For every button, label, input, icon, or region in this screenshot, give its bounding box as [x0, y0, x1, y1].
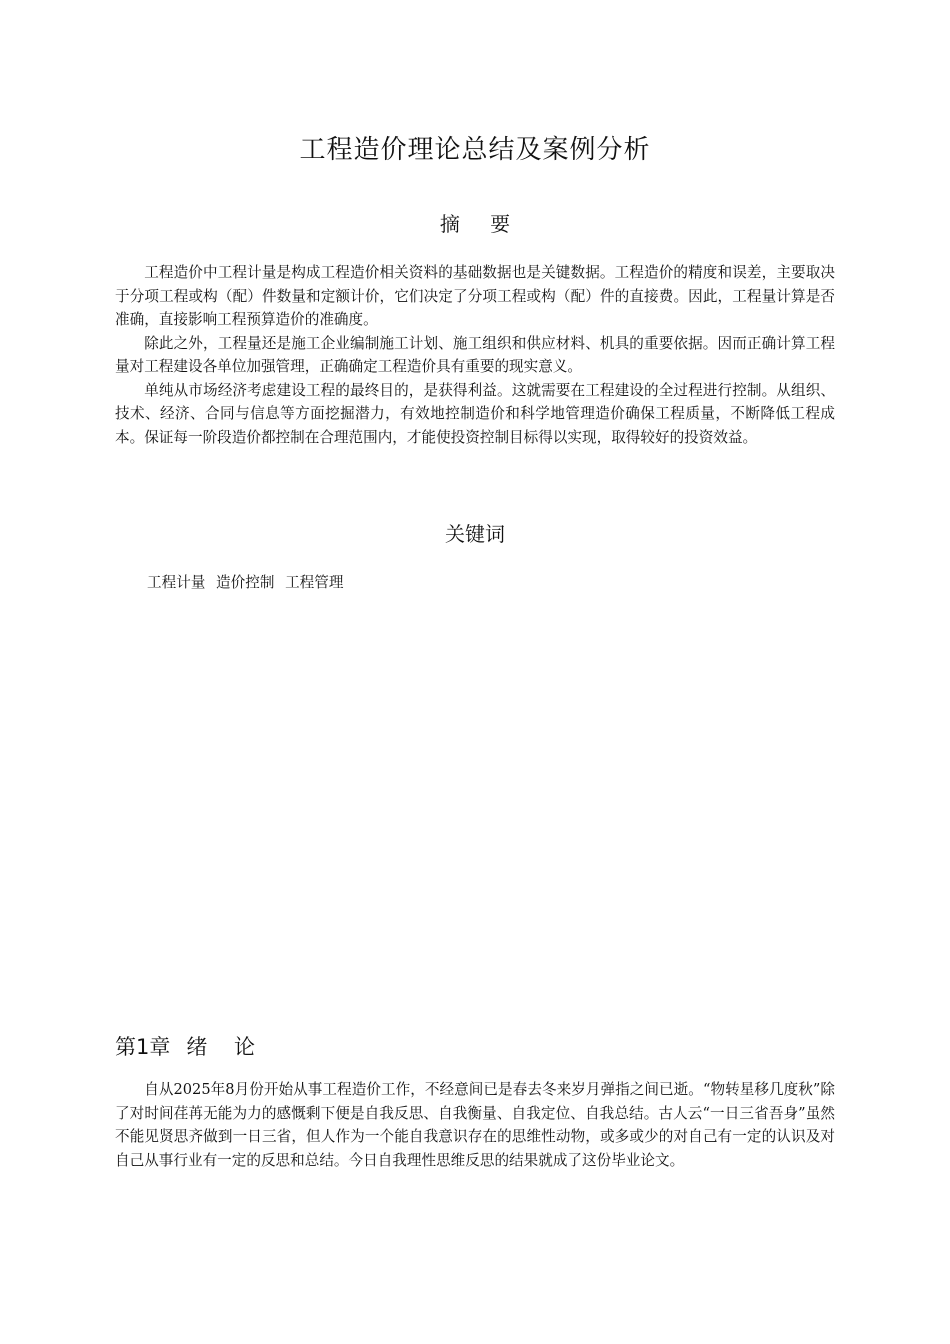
document-title: 工程造价理论总结及案例分析: [299, 135, 651, 165]
keywords-list: [147, 571, 349, 595]
keyword-item: 造价控制: [216, 574, 275, 591]
chapter-paragraph: 自从2025年8月份开始从事工程造价工作，不经意间已是春去冬来岁月弹指之间已逝。“物转星移几度秋”除了对时间荏苒无能为力的感慨剩下便是自我反思、自我衡量、自我定位、自我总结。古人云“一日三省吾身”虽然不能见贤思齐做到一日三省，但人作为一个能自我意识存在的思维性动物，或多或少的对自己有一定的认识及对自己从事行业有一定的反思和总结。今日自我理性思维反思的结果就成了这份毕业论文。: [115, 1081, 835, 1169]
keyword-item: 工程管理: [285, 574, 344, 591]
keywords-heading: 关键词: [445, 522, 505, 546]
abstract-heading: 摘 要: [439, 212, 523, 236]
abstract-paragraph: 工程造价中工程计量是构成工程造价相关资料的基础数据也是关键数据。工程造价的精度和误差，主要取决于分项工程或构（配）件数量和定额计价，它们决定了分项工程或构（配）件的直接费。因此，工程量计算是否准确，直接影响工程预算造价的准确度。: [115, 264, 835, 328]
chapter-name: 绪 论: [186, 1035, 266, 1059]
keyword-item: 工程计量: [147, 574, 206, 591]
abstract-body: [115, 261, 835, 449]
chapter-body: [115, 1078, 835, 1172]
chapter-number: 第1章: [115, 1035, 171, 1059]
abstract-paragraph: 单纯从市场经济考虑建设工程的最终目的，是获得利益。这就需要在工程建设的全过程进行控制。从组织、技术、经济、合同与信息等方面挖掘潜力，有效地控制造价和科学地管理造价确保工程质量，不断降低工程成本。保证每一阶段造价都控制在合理范围内，才能使投资控制目标得以实现，取得较好的投资效益。: [115, 381, 835, 446]
abstract-paragraph: 除此之外，工程量还是施工企业编制施工计划、施工组织和供应材料、机具的重要依据。因而正确计算工程量对工程建设各单位加强管理，正确确定工程造价具有重要的现实意义。: [115, 334, 835, 375]
chapter-heading: [115, 1031, 265, 1063]
